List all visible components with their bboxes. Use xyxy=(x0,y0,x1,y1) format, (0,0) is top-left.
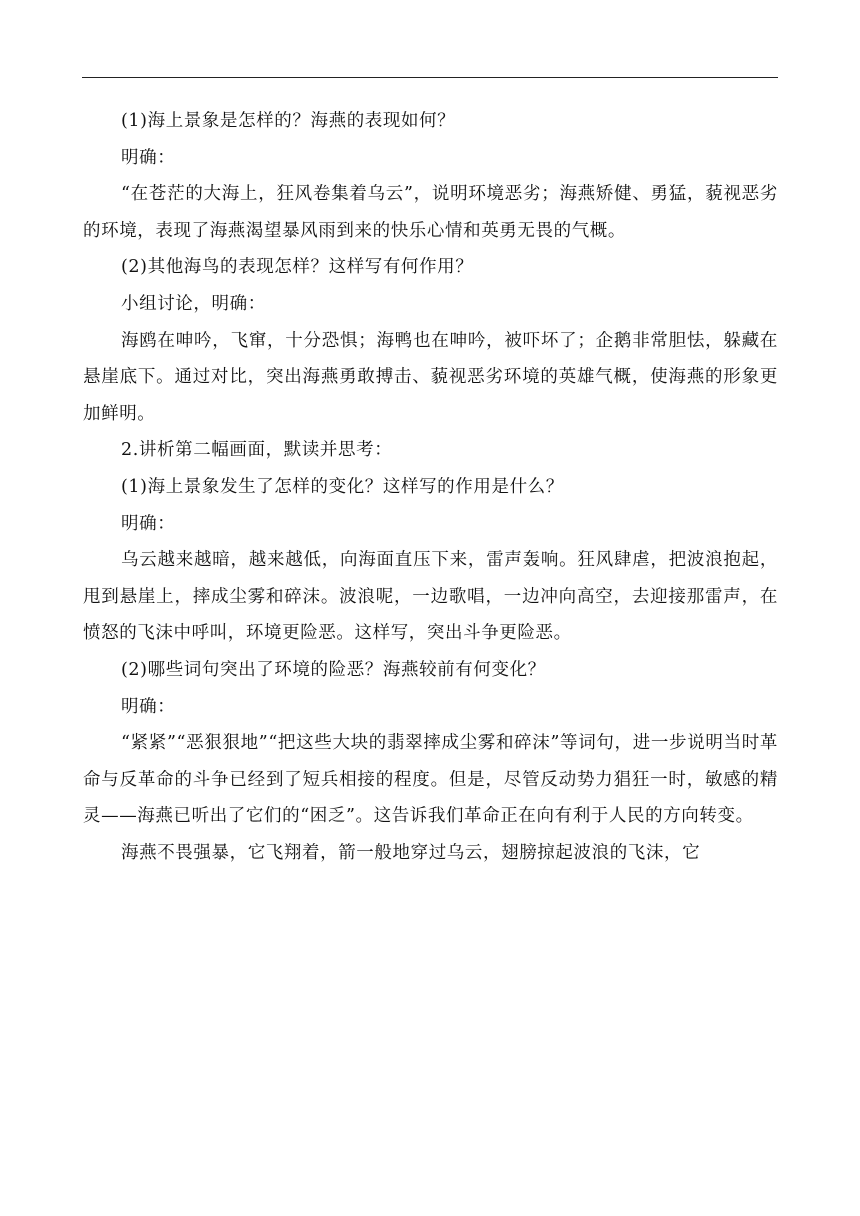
answer-paragraph: “紧紧”“恶狠狠地”“把这些大块的翡翠摔成尘雾和碎沫”等词句，进一步说明当时革命与反革命的斗争已经到了短兵相接的程度。但是，尽管反动势力猖狂一时，敏感的精灵——海燕已听出了它们的“困乏”。这告诉我们革命正在向有利于人民的方向转变。 xyxy=(83,733,778,827)
answer-paragraph: 海鸥在呻吟，飞窜，十分恐惧；海鸭也在呻吟，被吓坏了；企鹅非常胆怯，躲藏在悬崖底下。通过对比，突出海燕勇敢搏击、藐视恶劣环境的英雄气概，使海燕的形象更加鲜明。 xyxy=(83,330,778,424)
section-heading: 2.讲析第二幅画面，默读并思考： xyxy=(121,440,393,461)
question-2-1: (1)海上景象发生了怎样的变化？这样写的作用是什么？ xyxy=(121,476,564,497)
answer-label: 小组讨论，明确： xyxy=(121,293,266,314)
question-1-1: (1)海上景象是怎样的？海燕的表现如何？ xyxy=(121,111,456,131)
question-2-2: (2)哪些词句突出了环境的险恶？海燕较前有何变化？ xyxy=(121,659,546,680)
header-rule xyxy=(82,77,778,78)
answer-paragraph: 乌云越来越暗，越来越低，向海面直压下来，雷声轰响。狂风肆虐，把波浪抱起，甩到悬崖上，摔成尘雾和碎沫。波浪呢，一边歌唱，一边冲向高空，去迎接那雷声，在愤怒的飞沫中呼叫，环境更险恶。这样写，突出斗争更险恶。 xyxy=(83,550,778,644)
answer-label: 明确： xyxy=(121,513,176,534)
answer-label: 明确： xyxy=(121,696,176,717)
answer-label: 明确： xyxy=(121,147,176,168)
document-body xyxy=(83,103,778,871)
answer-paragraph: 海燕不畏强暴，它飞翔着，箭一般地穿过乌云，翅膀掠起波浪的飞沫，它 xyxy=(121,842,701,863)
question-1-2: (2)其他海鸟的表现怎样？这样写有何作用？ xyxy=(121,257,474,278)
answer-paragraph: “在苍茫的大海上，狂风卷集着乌云”，说明环境恶劣；海燕矫健、勇猛，藐视恶劣的环境，表现了海燕渴望暴风雨到来的快乐心情和英勇无畏的气概。 xyxy=(83,184,778,241)
